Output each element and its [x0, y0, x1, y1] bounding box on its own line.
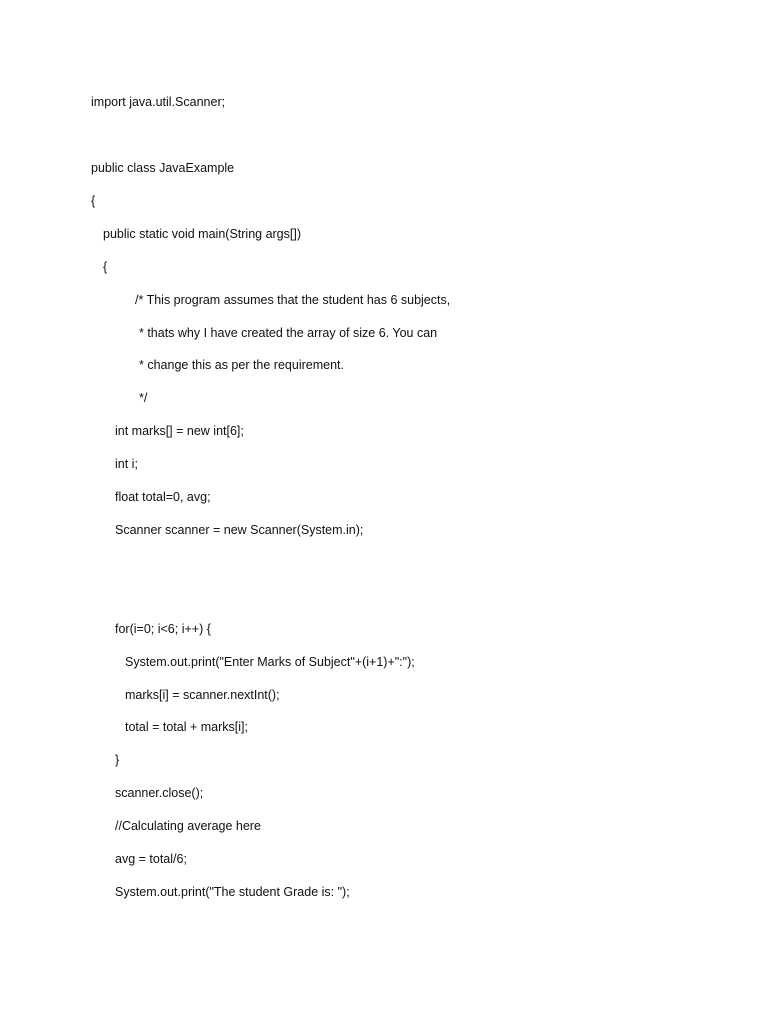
code-line-main-method: public static void main(String args[])	[103, 227, 301, 241]
code-line-int-i: int i;	[115, 457, 138, 471]
code-line-scanner-init: Scanner scanner = new Scanner(System.in);	[115, 523, 364, 537]
code-line-scanner-close: scanner.close();	[115, 786, 204, 800]
code-line-avg-calc: avg = total/6;	[115, 852, 187, 866]
code-line-comment-3: * change this as per the requirement.	[139, 358, 344, 372]
code-line-method-open-brace: {	[103, 260, 108, 274]
code-line-loop-close-brace: }	[115, 753, 120, 767]
code-line-for-loop: for(i=0; i<6; i++) {	[115, 622, 211, 636]
code-line-sum-total: total = total + marks[i];	[125, 720, 248, 734]
code-line-print-prompt: System.out.print("Enter Marks of Subject"+(i+1)+":");	[125, 655, 415, 669]
code-line-float-total: float total=0, avg;	[115, 490, 211, 504]
code-line-comment-1: /* This program assumes that the student has 6 subjects,	[135, 293, 451, 307]
code-line-comment-average: //Calculating average here	[115, 819, 261, 833]
code-line-comment-end: */	[139, 391, 148, 405]
code-line-class-declaration: public class JavaExample	[91, 161, 235, 175]
code-line-marks-array: int marks[] = new int[6];	[115, 424, 244, 438]
code-line-import: import java.util.Scanner;	[91, 95, 226, 109]
code-line-comment-2: * thats why I have created the array of size 6. You can	[139, 326, 438, 340]
code-line-print-grade: System.out.print("The student Grade is: ");	[115, 885, 350, 899]
code-line-class-open-brace: {	[91, 194, 96, 208]
code-line-read-marks: marks[i] = scanner.nextInt();	[125, 688, 280, 702]
